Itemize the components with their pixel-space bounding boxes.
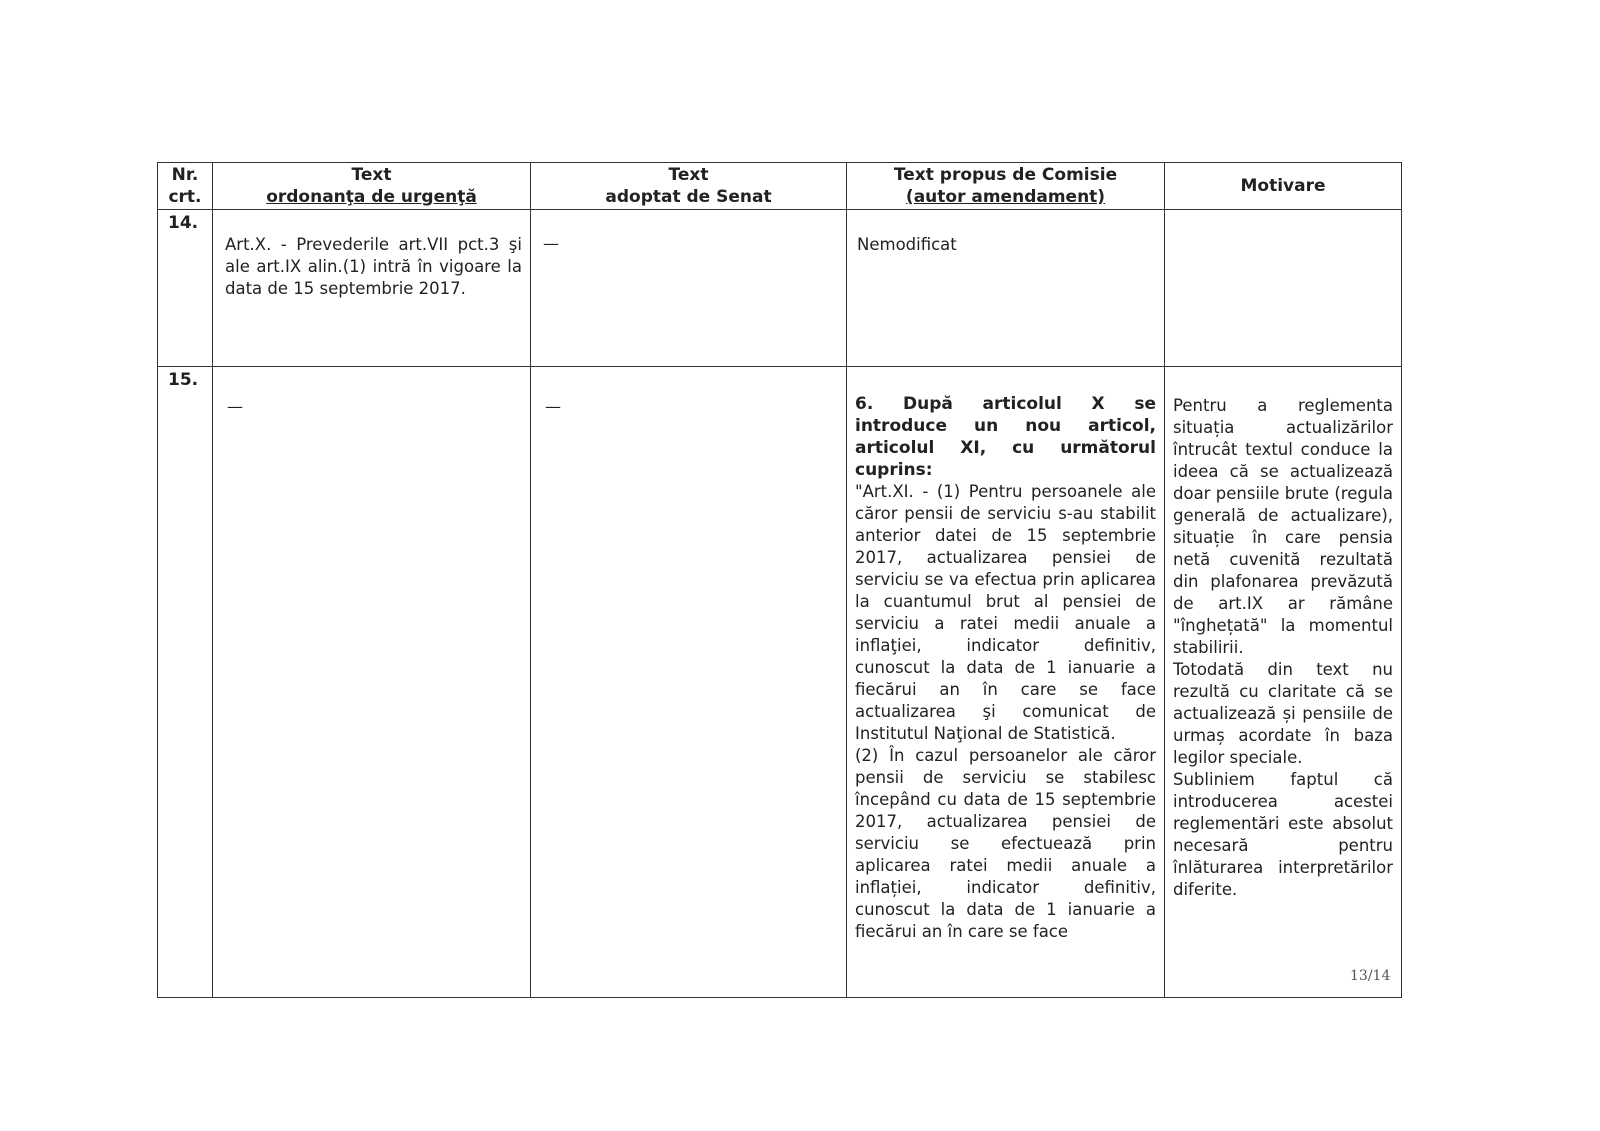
motivare-paragraph-2: Totodată din text nu rezultă cu claritate că se actualizează și pensiile de urmaș acordate în baza legilor speciale. [1173,660,1393,767]
comparison-table [157,162,1402,998]
oug-text: Art.X. - Prevederile art.VII pct.3 şi ale art.IX alin.(1) intră în vigoare la data de 15 septembrie 2017. [213,210,531,367]
comisie-text: Nemodificat [847,210,1165,367]
header-comisie: Text propus de Comisie (autor amendament) [847,163,1165,210]
header-motivare: Motivare [1165,163,1402,210]
table-row [158,367,1402,998]
page-number: 13/14 [1350,968,1391,984]
senat-text: — [531,210,847,367]
header-senat: Text adoptat de Senat [531,163,847,210]
header-nr: Nr. crt. [158,163,213,210]
amendment-heading: 6. După articolul X se introduce un nou articol, articolul XI, cu următorul cuprins: [855,394,1156,480]
oug-text: — [213,367,531,998]
row-number: 14. [158,210,213,367]
table-row [158,210,1402,367]
table-header-row [158,163,1402,210]
senat-text: — [531,367,847,998]
row-number: 15. [158,367,213,998]
comisie-text [847,367,1165,998]
motivare-text [1165,367,1402,998]
header-oug: Text ordonanţa de urgenţă [213,163,531,210]
motivare-paragraph-3: Subliniem faptul că introducerea acestei reglementări este absolut necesară pentru înlăturarea interpretărilor diferite. [1173,770,1393,899]
motivare-paragraph-1: Pentru a reglementa situația actualizărilor întrucât textul conduce la ideea că se actualizează doar pensiile brute (regula generală de actualizare), situație în care pensia netă cuvenită rezultată din plafonarea prevăzută de art.IX ar rămâne "înghețată" la momentul stabilirii. [1173,396,1393,657]
motivare-text [1165,210,1402,367]
amendment-paragraph-2: (2) În cazul persoanelor ale căror pensii de serviciu se stabilesc începând cu data de 15 septembrie 2017, actualizarea pensiei de serviciu se efectuează prin aplicarea ratei medii anuale a inflației, indicator definitiv, cunoscut la data de 1 ianuarie a fiecărui an în care se face [855,746,1156,941]
amendment-paragraph-1: "Art.XI. - (1) Pentru persoanele ale căror pensii de serviciu s-au stabilit anterior datei de 15 septembrie 2017, actualizarea pensiei de serviciu se va efectua prin aplicarea la cuantumul brut al pensiei de serviciu a ratei medii anuale a inflaţiei, indicator definitiv, cunoscut la data de 1 ianuarie a fiecărui an în care se face actualizarea şi comunicat de Institutul Naţional de Statistică. [855,482,1156,743]
